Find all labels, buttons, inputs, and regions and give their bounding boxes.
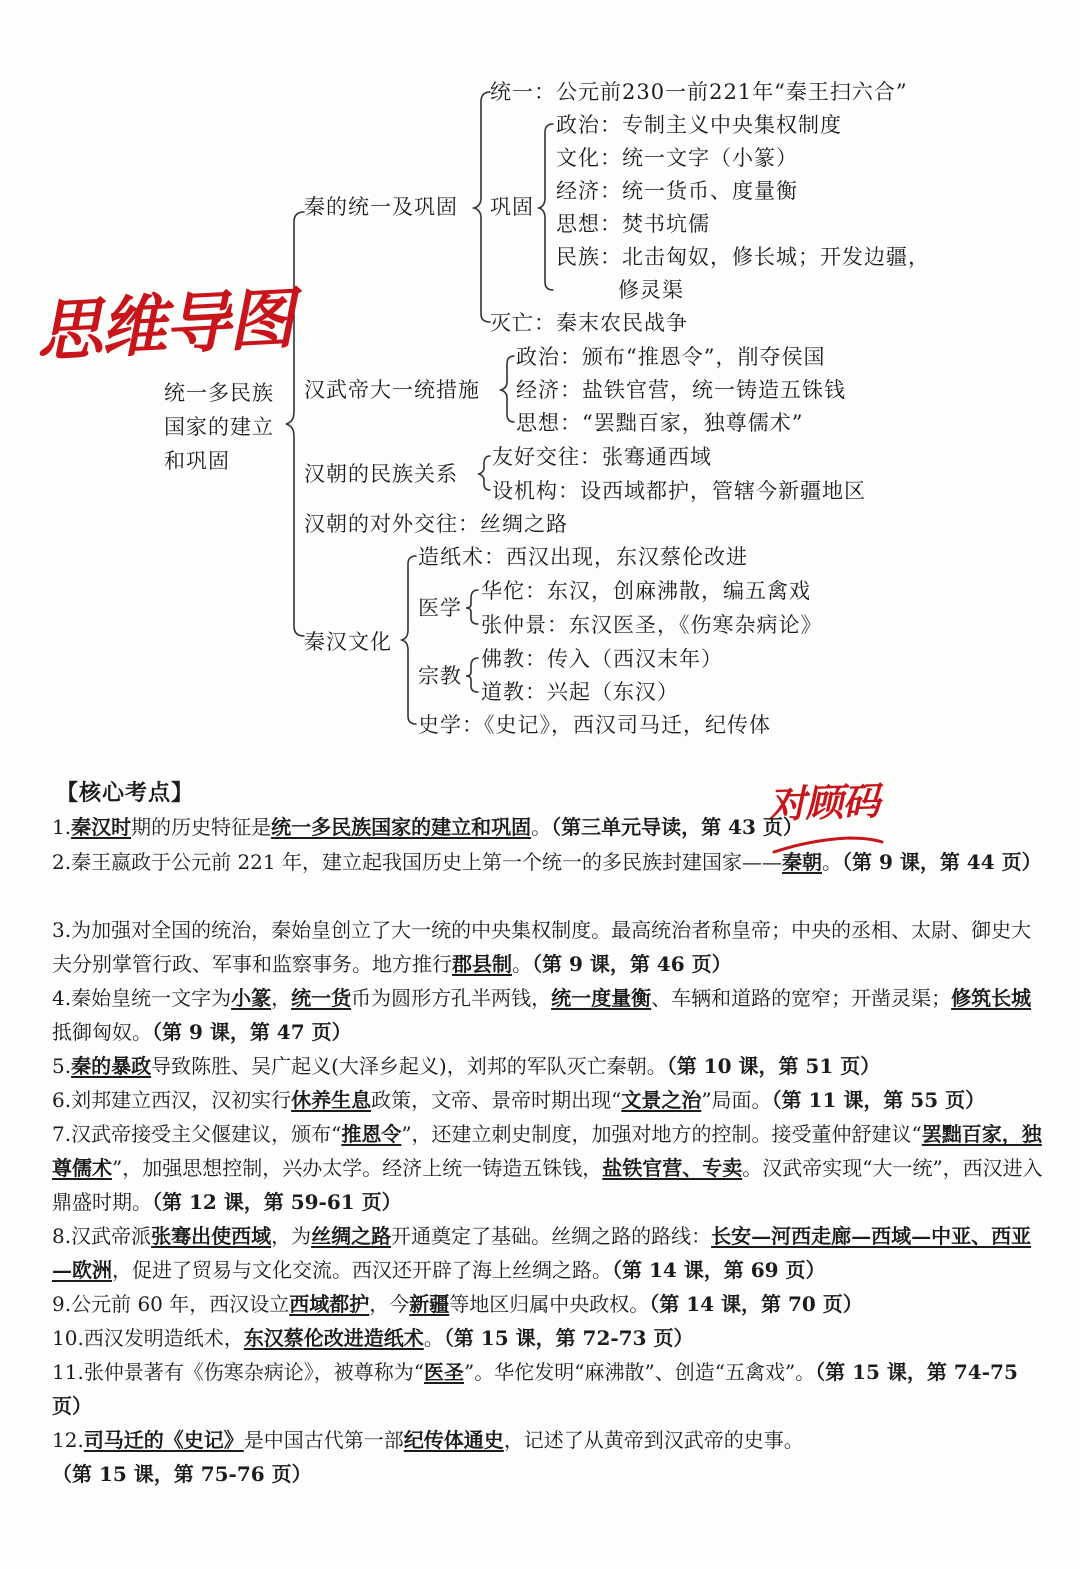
point-text: 。汉武帝实现“大一统”，西汉进入鼎盛时期。 — [52, 1156, 1043, 1214]
core-point-number: 9. — [52, 1292, 72, 1316]
core-point-12 — [52, 1423, 1044, 1491]
node-wudi-economy: 经济：盐铁官营，统一铸造五铢钱 — [516, 378, 846, 402]
point-text: 导致陈胜、吴广起义(大泽乡起义)，刘邦的军队灭亡秦朝。 — [151, 1054, 667, 1078]
node-qin-ethnic: 民族：北击匈奴，修长城；开发边疆， — [556, 245, 930, 269]
key-term: 统一货 — [291, 986, 352, 1010]
handwritten-check-note: 对顾码 — [767, 779, 880, 827]
point-text: 汉武帝派 — [71, 1224, 152, 1248]
page-reference: （第 9 课，第 47 页） — [152, 1020, 352, 1044]
node-culture-huatuo: 华佗：东汉，创麻沸散，编五禽戏 — [481, 579, 811, 603]
node-qin-thought: 思想：焚书坑儒 — [556, 212, 710, 236]
core-point-number: 5. — [52, 1054, 72, 1078]
page-reference: （第 11 课，第 55 页） — [771, 1088, 986, 1112]
point-text: 是中国古代第一部 — [243, 1428, 404, 1452]
key-term: 秦汉时 — [71, 815, 132, 839]
core-point-number: 6. — [52, 1088, 72, 1112]
key-term: 司马迁的《史记》 — [83, 1428, 244, 1452]
core-point-6 — [52, 1083, 1044, 1117]
node-ethnic: 汉朝的民族关系 — [304, 462, 458, 486]
point-text: ， — [271, 986, 292, 1010]
page-reference: （第 15 课，第 74-75 页） — [52, 1360, 1018, 1418]
core-point-number: 7. — [52, 1122, 72, 1146]
node-culture-zhang: 张仲景：东汉医圣，《伤寒杂病论》 — [481, 613, 823, 637]
key-term: 修筑长城 — [951, 986, 1032, 1010]
point-text: ”，还建立刺史制度，加强对地方的控制。接受董仲舒建议“ — [401, 1122, 922, 1146]
node-qin-ethnic-2: 修灵渠 — [618, 278, 684, 302]
key-term: 秦朝 — [781, 850, 822, 874]
page-reference: （第 9 课，第 44 页） — [841, 850, 1042, 874]
core-point-8 — [52, 1219, 1044, 1287]
core-point-number: 4. — [52, 986, 72, 1010]
node-qin-fall: 灭亡：秦末农民战争 — [490, 311, 688, 335]
core-point-11 — [52, 1355, 1044, 1423]
node-qin: 秦的统一及巩固 — [304, 195, 458, 219]
key-term: 长安—河西走廊—西域—中亚、西亚—欧洲 — [52, 1224, 1032, 1282]
point-text: 等地区归属中央政权。 — [449, 1292, 650, 1316]
key-term: 推恩令 — [341, 1122, 402, 1146]
node-ethnic-friendly: 友好交往：张骞通西域 — [492, 445, 712, 469]
point-text: 西汉发明造纸术， — [83, 1326, 244, 1350]
point-text: ”。华佗发明“麻沸散”、创造“五禽戏”。 — [464, 1360, 816, 1384]
page-reference: （第 12 课，第 59-61 页） — [152, 1190, 402, 1214]
key-term: 张骞出使西域 — [151, 1224, 272, 1248]
key-term: 小篆 — [231, 986, 272, 1010]
point-text: ”，加强思想控制，兴办太学。经济上统一铸造五铢钱， — [112, 1156, 603, 1180]
core-point-number: 8. — [52, 1224, 72, 1248]
core-heading: 【核心考点】 — [56, 780, 195, 806]
point-text: 期的历史特征是 — [131, 815, 272, 839]
core-point-number: 11. — [52, 1360, 84, 1384]
core-point-7 — [52, 1117, 1044, 1219]
node-culture-religion: 宗教 — [418, 664, 462, 688]
point-text: 张仲景著有《伤寒杂病论》，被尊称为“ — [83, 1360, 425, 1384]
point-text: 为加强对全国的统治，秦始皇创立了大一统的中央集权制度。最高统治者称皇帝；中央的丞相、太尉、御史大夫分别掌管行政、军事和监察事务。地方推行 — [52, 918, 1032, 976]
core-point-1 — [52, 810, 1044, 844]
handwritten-mindmap-note: 思维导图 — [34, 280, 295, 371]
point-text: 。 — [423, 1326, 444, 1350]
page-reference: （第 14 课，第 70 页） — [649, 1292, 863, 1316]
key-term: 统一度量衡 — [551, 986, 652, 1010]
page-reference: （第 15 课，第 75-76 页） — [52, 1462, 312, 1486]
point-text: 公元前 60 年，西汉设立 — [71, 1292, 290, 1316]
node-wudi: 汉武帝大一统措施 — [304, 378, 480, 402]
node-qin-unify: 统一：公元前230一前221年“秦王扫六合” — [490, 80, 908, 104]
page-reference: （第三单元导读，第 43 页） — [551, 815, 803, 839]
page-reference: （第 15 课，第 72-73 页） — [443, 1326, 694, 1350]
core-point-number: 10. — [52, 1326, 84, 1350]
point-text: 政策，文帝、景帝时期出现“ — [371, 1088, 622, 1112]
key-term: 纪传体通史 — [403, 1428, 504, 1452]
key-term: 医圣 — [424, 1360, 465, 1384]
point-text: 开通奠定了基础。丝绸之路的路线： — [391, 1224, 712, 1248]
point-text: 秦始皇统一文字为 — [71, 986, 232, 1010]
point-text: 汉武帝接受主父偃建议，颁布“ — [71, 1122, 342, 1146]
node-qin-politics: 政治：专制主义中央集权制度 — [556, 113, 842, 137]
point-text: 币为圆形方孔半两钱， — [351, 986, 552, 1010]
key-term: 休养生息 — [291, 1088, 372, 1112]
core-point-2 — [52, 845, 1044, 879]
point-text: ，记述了从黄帝到汉武帝的史事。 — [503, 1428, 804, 1452]
point-text: ，今 — [369, 1292, 410, 1316]
point-text: ，促进了贸易与文化交流。西汉还开辟了海上丝绸之路。 — [112, 1258, 612, 1282]
core-point-10 — [52, 1321, 1044, 1355]
key-term: 盐铁官营、专卖 — [602, 1156, 743, 1180]
point-text: ”局面。 — [701, 1088, 772, 1112]
key-term: 西域都护 — [289, 1292, 370, 1316]
key-term: 丝绸之路 — [311, 1224, 392, 1248]
key-term: 统一多民族国家的建立和巩固 — [271, 815, 532, 839]
core-point-4 — [52, 981, 1044, 1049]
node-qin-consolidate: 巩固 — [490, 195, 534, 219]
key-term: 东汉蔡伦改进造纸术 — [243, 1326, 424, 1350]
node-culture-buddhism: 佛教：传入（西汉末年） — [481, 647, 723, 671]
key-term: 郡县制 — [452, 952, 512, 976]
point-text: 。 — [512, 952, 532, 976]
node-wudi-thought: 思想：“罢黜百家，独尊儒术” — [516, 411, 804, 435]
point-text: 。 — [821, 850, 842, 874]
node-qin-culture: 文化：统一文字（小篆） — [556, 146, 798, 170]
page-reference: （第 9 课，第 46 页） — [532, 952, 732, 976]
point-text: 。 — [531, 815, 552, 839]
mindmap-root: 统一多民族 国家的建立 和巩固 — [164, 381, 274, 473]
point-text: 抵御匈奴。 — [52, 1020, 152, 1044]
key-term: 新疆 — [409, 1292, 450, 1316]
node-ethnic-institution: 设机构：设西域都护，管辖今新疆地区 — [492, 479, 866, 503]
node-culture-taoism: 道教：兴起（东汉） — [481, 680, 679, 704]
core-point-number: 2. — [52, 850, 72, 874]
key-term: 文景之治 — [621, 1088, 702, 1112]
core-point-3 — [52, 913, 1044, 981]
node-wudi-politics: 政治：颁布“推恩令”，削夺侯国 — [516, 345, 826, 369]
core-point-9 — [52, 1287, 1044, 1321]
node-culture-medicine: 医学 — [418, 596, 462, 620]
node-foreign: 汉朝的对外交往：丝绸之路 — [304, 512, 568, 536]
node-culture-paper: 造纸术：西汉出现，东汉蔡伦改进 — [418, 545, 748, 569]
core-point-number: 3. — [52, 918, 72, 942]
point-text: 、车辆和道路的宽窄；开凿灵渠； — [651, 986, 952, 1010]
core-point-5 — [52, 1049, 1044, 1083]
node-qin-economy: 经济：统一货币、度量衡 — [556, 179, 798, 203]
page-reference: （第 10 课，第 51 页） — [666, 1054, 881, 1078]
point-text: 刘邦建立西汉，汉初实行 — [71, 1088, 292, 1112]
node-culture: 秦汉文化 — [304, 630, 392, 654]
node-culture-history: 史学：《史记》，西汉司马迁，纪传体 — [418, 713, 771, 737]
page-reference: （第 14 课，第 69 页） — [612, 1258, 826, 1282]
core-point-number: 12. — [52, 1428, 84, 1452]
key-term: 罢黜百家，独尊儒术 — [52, 1122, 1042, 1180]
point-text: 秦王嬴政于公元前 221 年，建立起我国历史上第一个统一的多民族封建国家—— — [71, 850, 782, 874]
point-text: ，为 — [271, 1224, 312, 1248]
key-term: 秦的暴政 — [71, 1054, 152, 1078]
core-point-number: 1. — [52, 815, 72, 839]
